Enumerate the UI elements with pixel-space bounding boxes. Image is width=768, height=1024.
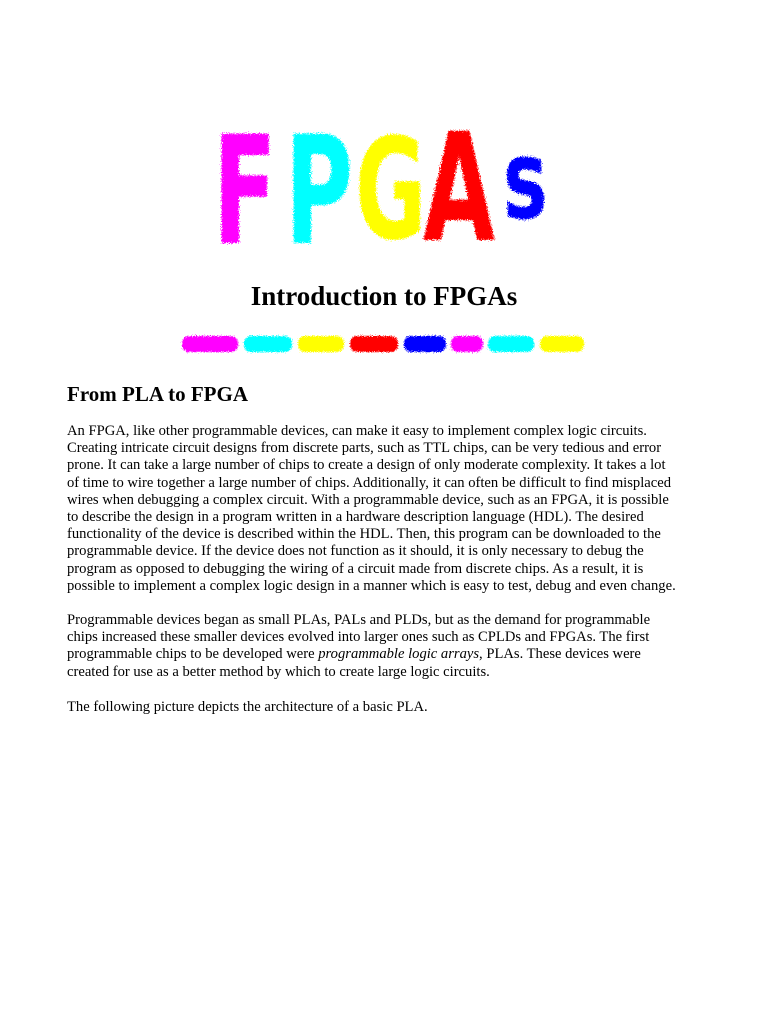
color-divider-graphic xyxy=(178,330,590,358)
paragraph-line: wires when debugging a complex circuit. With a programmable device, such as an FPGA, it is possible xyxy=(67,491,669,508)
paragraph-line: of time to wire together a large number of chips. Additionally, it can often be difficult to find misplaced xyxy=(67,474,671,491)
paragraph-line: program as opposed to debugging the wiring of a circuit made from discrete chips. As a result, it is xyxy=(67,560,644,577)
fpgas-logo-graphic xyxy=(205,98,570,253)
paragraph-line: Programmable devices began as small PLAs, PALs and PLDs, but as the demand for programmable xyxy=(67,612,651,628)
paragraph-line: chips increased these smaller devices evolved into larger ones such as CPLDs and FPGAs. The first xyxy=(67,629,650,646)
paragraph-line: An FPGA, like other programmable devices, can make it easy to implement complex logic circuits. xyxy=(67,423,647,439)
color-divider xyxy=(178,330,590,358)
divider-blob xyxy=(244,336,292,352)
paragraph-line: created for use as a better method by which to create large logic circuits. xyxy=(67,663,490,680)
paragraph-line xyxy=(67,646,707,663)
section-heading: From PLA to FPGA xyxy=(67,382,249,406)
divider-blob xyxy=(540,336,584,352)
paragraph-line: possible to implement a complex logic design in a manner which is easy to test, debug and even change. xyxy=(67,577,676,594)
divider-blob xyxy=(182,336,238,352)
logo-letter-g: G xyxy=(355,109,427,253)
divider-blob xyxy=(488,336,534,352)
paragraph-line: The following picture depicts the architecture of a basic PLA. xyxy=(67,699,428,715)
logo-letter-s: s xyxy=(503,117,548,245)
paragraph-line: functionality of the device is described within the HDL. Then, this program can be downloaded to the xyxy=(67,526,661,543)
text-run: , PLAs. These devices were xyxy=(479,646,641,663)
paragraph-intro xyxy=(67,423,707,595)
fpgas-logo xyxy=(205,98,570,253)
logo-letter-p: P xyxy=(285,104,354,253)
logo-letter-a: A xyxy=(423,101,495,253)
divider-blob xyxy=(298,336,344,352)
paragraph-line: Creating intricate circuit designs from discrete parts, such as TTL chips, can be very tedious and error xyxy=(67,440,662,457)
text-run: programmable chips to be developed were xyxy=(67,646,319,663)
page-title: Introduction to FPGAs xyxy=(250,281,518,311)
paragraph-picture-caption xyxy=(67,699,707,716)
paragraph-line: prone. It can take a large number of chips to create a design of only moderate complexity. It takes a lot xyxy=(67,457,666,474)
paragraph-line: to describe the design in a program written in a hardware description language (HDL). The desired xyxy=(67,509,644,526)
divider-blob xyxy=(404,336,446,352)
divider-blob xyxy=(451,336,483,352)
emphasis-term: programmable logic arrays xyxy=(318,646,480,663)
paragraph-history xyxy=(67,612,707,681)
divider-blob xyxy=(350,336,398,352)
paragraph-line: programmable device. If the device does not function as it should, it is only necessary to debug the xyxy=(67,543,644,560)
logo-letter-f: F xyxy=(213,104,277,253)
